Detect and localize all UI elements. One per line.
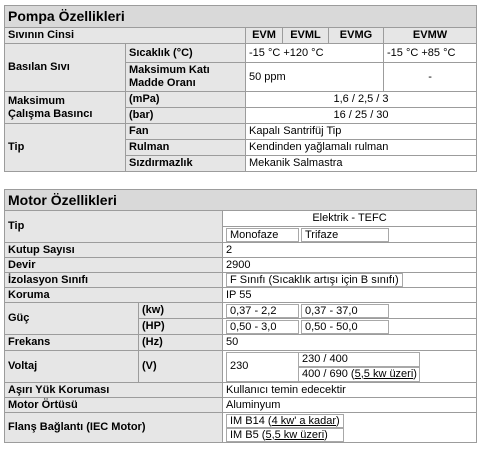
pressure-unit-bar: (bar) <box>126 108 246 124</box>
voltage-row <box>5 351 477 383</box>
motor-title-row <box>5 190 477 211</box>
overload-row <box>5 383 477 398</box>
frequency-label: Frekans <box>5 335 139 351</box>
frequency-row <box>5 335 477 351</box>
voltage-trifaze-line-2-note: 5,5 kw üzeri <box>354 367 414 380</box>
overload-value: Kullanıcı temin edecektir <box>223 383 477 398</box>
voltage-trifaze-line-2 <box>298 367 420 382</box>
flange-line-2-suffix: ) <box>324 428 328 441</box>
type-seal-label: Sızdırmazlık <box>126 156 246 172</box>
poles-label: Kutup Sayısı <box>5 243 223 258</box>
temperature-label: Sıcaklık (°C) <box>126 44 246 63</box>
max-solids-value-evm-evml-evmg: 50 ppm <box>246 63 384 92</box>
flange-line-1-suffix: ) <box>336 414 340 427</box>
power-label: Güç <box>5 303 139 335</box>
type-row-fan <box>5 124 477 140</box>
voltage-trifaze-line-2-prefix: 400 / 690 ( <box>302 367 355 380</box>
max-solids-label-line-1: Maksimum Katı <box>129 64 210 76</box>
motor-specs-table <box>4 189 477 443</box>
max-solids-value-evmw: - <box>384 63 477 92</box>
flange-cell <box>223 413 477 443</box>
model-header-evml: EVML <box>283 28 329 44</box>
type-bearing-value: Kendinden yağlamalı rulman <box>246 140 477 156</box>
max-pressure-label-line-2: Çalışma Basıncı <box>8 107 93 120</box>
fluid-type-label: Sıvının Cinsi <box>5 28 246 44</box>
voltage-cell <box>223 351 477 383</box>
type-seal-value: Mekanik Salmastra <box>246 156 477 172</box>
insulation-row <box>5 273 477 288</box>
motor-specs-title: Motor Özellikleri <box>5 190 477 211</box>
protection-row <box>5 288 477 303</box>
temperature-row <box>5 44 477 63</box>
flange-line-1 <box>226 414 344 428</box>
temperature-value-evm-evml-evmg: -15 °C +120 °C <box>246 44 384 63</box>
voltage-trifaze-line-2-suffix: ) <box>413 367 417 380</box>
power-unit-hp: (HP) <box>139 319 223 335</box>
voltage-label: Voltaj <box>5 351 139 383</box>
voltage-trifaze-list <box>298 352 420 382</box>
motor-type-value: Elektrik - TEFC <box>223 211 477 227</box>
power-row-kw <box>5 303 477 319</box>
max-solids-label-line-2: Madde Oranı <box>129 77 196 89</box>
poles-value: 2 <box>223 243 477 258</box>
overload-label: Aşırı Yük Koruması <box>5 383 223 398</box>
insulation-value: F Sınıfı (Sıcaklık artışı için B sınıfı) <box>226 273 403 287</box>
type-bearing-label: Rulman <box>126 140 246 156</box>
power-hp-monofaze: 0,50 - 3,0 <box>226 320 299 334</box>
model-header-evm: EVM <box>246 28 283 44</box>
max-pressure-label <box>5 92 126 124</box>
max-pressure-row-mpa <box>5 92 477 108</box>
motor-type-label: Tip <box>5 211 223 243</box>
speed-label: Devir <box>5 258 223 273</box>
speed-row <box>5 258 477 273</box>
power-hp-trifaze: 0,50 - 50,0 <box>301 320 389 334</box>
pump-title-row <box>5 6 477 28</box>
flange-line-2-prefix: IM B5 ( <box>230 428 266 441</box>
insulation-label: İzolasyon Sınıfı <box>5 273 223 288</box>
fluid-type-row <box>5 28 477 44</box>
frequency-unit: (Hz) <box>139 335 223 351</box>
protection-label: Koruma <box>5 288 223 303</box>
flange-list <box>226 414 473 442</box>
power-hp-cell <box>223 319 477 335</box>
power-unit-kw: (kw) <box>139 303 223 319</box>
flange-line-2-note: 5,5 kw üzeri <box>265 428 325 441</box>
motor-type-row <box>5 211 477 227</box>
frequency-value: 50 <box>223 335 477 351</box>
pressure-unit-mpa: (mPa) <box>126 92 246 108</box>
protection-value: IP 55 <box>223 288 477 303</box>
flange-row <box>5 413 477 443</box>
cover-value: Aluminyum <box>223 398 477 413</box>
flange-line-1-prefix: IM B14 ( <box>230 414 272 427</box>
temperature-value-evmw: -15 °C +85 °C <box>384 44 477 63</box>
motor-phase-cell <box>223 227 477 243</box>
cover-row <box>5 398 477 413</box>
flange-line-2 <box>226 428 344 442</box>
power-kw-trifaze: 0,37 - 37,0 <box>301 304 389 318</box>
flange-line-1-note: 4 kw' a kadar <box>271 414 337 427</box>
model-header-evmw: EVMW <box>384 28 477 44</box>
power-kw-monofaze: 0,37 - 2,2 <box>226 304 299 318</box>
model-header-evmg: EVMG <box>329 28 384 44</box>
voltage-trifaze-line-1: 230 / 400 <box>298 352 420 367</box>
voltage-monofaze: 230 <box>226 352 299 382</box>
max-pressure-label-line-1: Maksimum <box>8 94 65 107</box>
phase-monofaze: Monofaze <box>226 228 299 242</box>
phase-trifaze: Trifaze <box>301 228 389 242</box>
flange-label: Flanş Bağlantı (IEC Motor) <box>5 413 223 443</box>
pump-type-label: Tip <box>5 124 126 172</box>
power-kw-cell <box>223 303 477 319</box>
insulation-cell <box>223 273 477 288</box>
speed-value: 2900 <box>223 258 477 273</box>
pump-specs-title: Pompa Özellikleri <box>5 6 477 28</box>
pressure-value-mpa: 1,6 / 2,5 / 3 <box>246 92 477 108</box>
type-fan-label: Fan <box>126 124 246 140</box>
pumped-fluid-label: Basılan Sıvı <box>5 44 126 92</box>
voltage-unit: (V) <box>139 351 223 383</box>
max-solids-label <box>126 63 246 92</box>
pressure-value-bar: 16 / 25 / 30 <box>246 108 477 124</box>
poles-row <box>5 243 477 258</box>
cover-label: Motor Örtüsü <box>5 398 223 413</box>
type-fan-value: Kapalı Santrifüj Tip <box>246 124 477 140</box>
voltage-grid <box>226 352 473 382</box>
pump-specs-table <box>4 5 477 172</box>
